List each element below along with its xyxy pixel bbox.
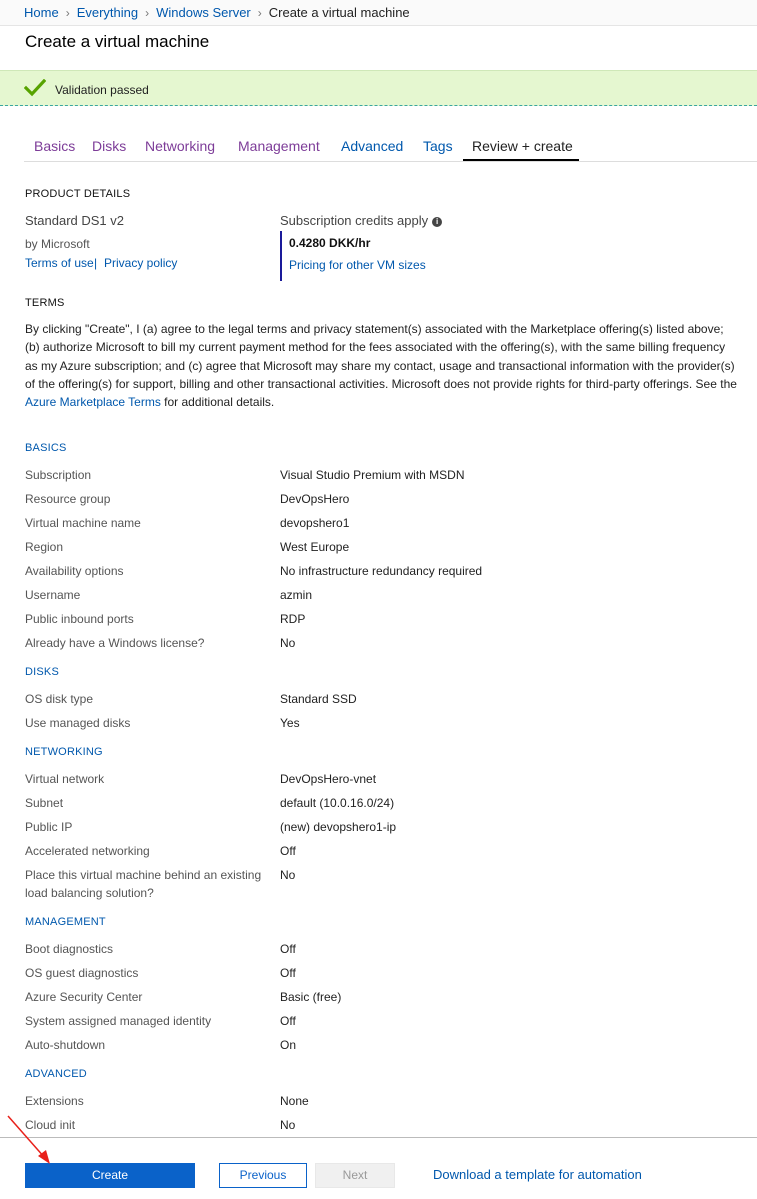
breadcrumb-home[interactable]: Home [24, 5, 59, 20]
tab-review-create[interactable]: Review + create [472, 138, 573, 154]
row-value: azmin [280, 588, 313, 602]
row-label: Azure Security Center [25, 990, 143, 1004]
info-icon[interactable]: i [432, 217, 442, 227]
breadcrumb-everything[interactable]: Everything [76, 5, 139, 20]
row-value: None [280, 1094, 309, 1108]
product-publisher: by Microsoft [25, 237, 90, 251]
create-button[interactable]: Create [25, 1163, 195, 1188]
row-value: West Europe [280, 540, 350, 554]
management-heading: MANAGEMENT [25, 916, 106, 928]
row-label: Extensions [25, 1094, 84, 1108]
row-label: Public IP [25, 820, 73, 834]
row-label: System assigned managed identity [25, 1014, 212, 1028]
row-value: No [280, 868, 296, 882]
row-value: RDP [280, 612, 306, 626]
chevron-right-icon: › [145, 6, 150, 20]
azure-marketplace-terms-link[interactable]: Azure Marketplace Terms [25, 395, 161, 410]
row-value: devopshero1 [280, 516, 350, 530]
advanced-heading: ADVANCED [25, 1068, 87, 1080]
breadcrumb-windows-server[interactable]: Windows Server [156, 5, 251, 20]
row-label: Already have a Windows license? [25, 636, 205, 650]
row-value: Off [280, 844, 296, 858]
terms-heading: TERMS [25, 297, 65, 309]
validation-banner [0, 70, 757, 106]
price: 0.4280 DKK/hr [289, 236, 371, 250]
row-value: Visual Studio Premium with MSDN [280, 468, 465, 482]
row-value: (new) devopshero1-ip [280, 820, 397, 834]
pricing-link[interactable]: Pricing for other VM sizes [289, 258, 426, 272]
row-value: Basic (free) [280, 990, 342, 1004]
networking-heading: NETWORKING [25, 746, 103, 758]
basics-heading: BASICS [25, 442, 67, 454]
row-value: No infrastructure redundancy required [280, 564, 483, 578]
row-value: DevOpsHero-vnet [280, 772, 377, 786]
row-label: Subnet [25, 796, 64, 810]
row-value: DevOpsHero [280, 492, 350, 506]
subscription-credits-label: Subscription credits apply [280, 213, 429, 228]
tab-disks[interactable]: Disks [92, 138, 127, 154]
disks-heading: DISKS [25, 666, 60, 678]
tab-advanced[interactable]: Advanced [341, 138, 404, 154]
row-value: Off [280, 942, 296, 956]
page-title: Create a virtual machine [25, 32, 210, 51]
row-value: Off [280, 966, 296, 980]
row-label: Cloud init [25, 1118, 76, 1132]
row-label: Place this virtual machine behind an existing load balancing solution? [25, 868, 262, 900]
row-value: Off [280, 1014, 296, 1028]
subscription-credits [280, 213, 442, 228]
row-label: Auto-shutdown [25, 1038, 106, 1052]
price-accent-bar [280, 231, 282, 281]
next-button: Next [315, 1163, 395, 1188]
checkmark-icon [24, 79, 46, 97]
terms-body: By clicking "Create", I (a) agree to the legal terms and privacy statement(s) associated with the Marketplace offering(s) listed above; (b) authorize Microsoft to bill my current payment method for the fees associated with the offering(s), with the same billing frequency as my Azure subscription; and (c) agree that Microsoft may share my contact, usage and transactional information with the provider(s) of the offering(s) for support, billing and other transactional activities. Microsoft does not provide rights for third-party offerings. See the [25, 322, 737, 391]
row-label: Region [25, 540, 64, 554]
terms-text [25, 320, 737, 411]
annotation-arrow-icon [0, 1110, 60, 1170]
row-label: Availability options [25, 564, 124, 578]
row-label: Boot diagnostics [25, 942, 114, 956]
breadcrumb-current: Create a virtual machine [268, 5, 410, 20]
row-label: Resource group [25, 492, 111, 506]
row-value: On [280, 1038, 297, 1052]
product-details-heading: PRODUCT DETAILS [25, 188, 131, 200]
row-label: Virtual network [25, 772, 105, 786]
row-label: OS guest diagnostics [25, 966, 139, 980]
validation-message: Validation passed [55, 83, 149, 97]
tab-networking[interactable]: Networking [145, 138, 216, 154]
row-label: Public inbound ports [25, 612, 134, 626]
row-value: default (10.0.16.0/24) [280, 796, 395, 810]
row-value: Standard SSD [280, 692, 357, 706]
breadcrumb [0, 0, 757, 26]
chevron-right-icon: › [257, 6, 262, 20]
previous-button[interactable]: Previous [219, 1163, 307, 1188]
row-label: Accelerated networking [25, 844, 150, 858]
terms-body-end: for additional details. [160, 395, 275, 410]
row-value: Yes [280, 716, 300, 730]
row-value: No [280, 1118, 296, 1132]
active-tab-indicator [463, 159, 579, 161]
link-divider: | [94, 256, 98, 270]
tab-tags[interactable]: Tags [423, 138, 453, 154]
row-label: OS disk type [25, 692, 94, 706]
tab-bar [24, 131, 757, 162]
row-label: Username [25, 588, 81, 602]
row-label: Virtual machine name [25, 516, 141, 530]
row-value: No [280, 636, 296, 650]
tab-management[interactable]: Management [238, 138, 320, 154]
chevron-right-icon: › [65, 6, 70, 20]
footer-divider [0, 1137, 757, 1138]
row-label: Use managed disks [25, 716, 131, 730]
privacy-policy-link[interactable]: Privacy policy [104, 256, 178, 270]
row-label: Subscription [25, 468, 92, 482]
tab-basics[interactable]: Basics [34, 138, 76, 154]
download-template-link[interactable]: Download a template for automation [433, 1167, 642, 1182]
terms-of-use-link[interactable]: Terms of use [25, 256, 94, 270]
product-name: Standard DS1 v2 [25, 213, 125, 228]
